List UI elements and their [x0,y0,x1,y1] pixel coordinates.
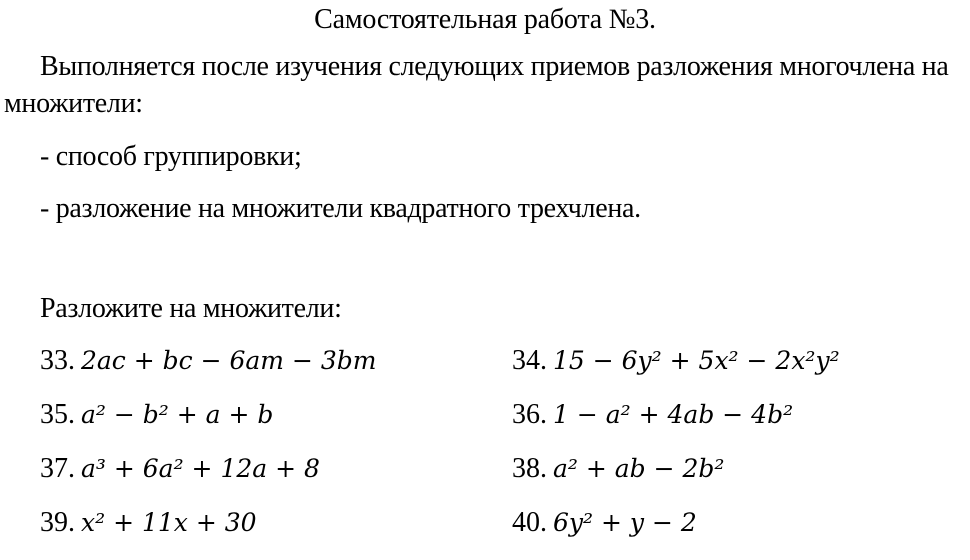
task-expression: a² − b² + a + b [81,400,274,429]
task-37 [40,453,320,485]
method-item-grouping: - способ группировки; [40,141,302,172]
task-number: 40. [512,507,547,538]
task-36 [512,399,793,431]
task-expression: 1 − a² + 4ab − 4b² [553,400,794,429]
instruction-text: Разложите на множители: [40,293,342,324]
task-number: 35. [40,399,75,430]
task-expression: a² + ab − 2b² [553,454,725,483]
task-number: 38. [512,453,547,484]
intro-paragraph [4,48,966,122]
task-33 [40,345,376,377]
task-40 [512,507,697,539]
method-item-quadratic: - разложение на множители квадратного трехчлена. [40,193,641,224]
task-expression: 2ac + bc − 6am − 3bm [81,346,377,375]
task-35 [40,399,273,431]
task-number: 34. [512,345,547,376]
task-expression: a³ + 6a² + 12a + 8 [81,454,320,483]
intro-text: Выполняется после изучения следующих приемов разложения многочлена на множители: [4,51,949,119]
task-34 [512,345,840,377]
task-39 [40,507,257,539]
task-number: 39. [40,507,75,538]
task-number: 37. [40,453,75,484]
task-number: 33. [40,345,75,376]
task-number: 36. [512,399,547,430]
task-38 [512,453,724,485]
document-title: Самостоятельная работа №3. [314,4,656,35]
task-expression: x² + 11x + 30 [81,508,257,537]
task-expression: 15 − 6y² + 5x² − 2x²y² [553,346,840,375]
task-expression: 6y² + y − 2 [553,508,697,537]
